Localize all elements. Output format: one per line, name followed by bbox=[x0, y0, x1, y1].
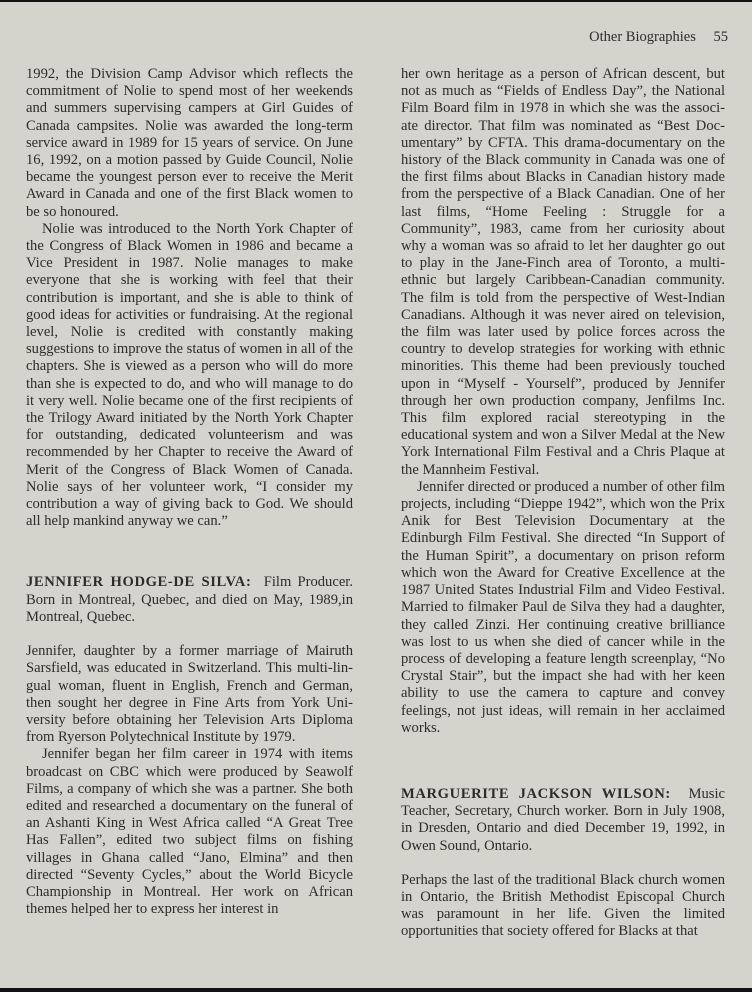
right-column bbox=[401, 66, 725, 941]
section-spacer bbox=[401, 737, 725, 786]
body-paragraph: Nolie was introduced to the North York Chapter of the Congress of Black Women in 1986 and became a Vice President in 1987. Nolie manages to make everyone that she is working with feel that their contribution is important, and she is able to think of good ideas for activities or fundraising. At the regional level, Nolie is credited with constantly making suggestions to improve the status of women in all of the chapters. She is viewed as a person who will do more than she is expected to do, and who will manage to do it very well. Nolie became one of the first recipients of the Trilogy Award initiated by the North York Chapter for outstanding, dedicated volunteerism and was recommended by her Chapter to receive the Award of Merit of the Congress of Black Women of Canada. Nolie says of her volunteer work, “I consider my contribution a way of giving back to God. We should all help mankind anyway we can.” bbox=[26, 220, 353, 530]
book-page bbox=[0, 2, 752, 988]
left-column bbox=[26, 66, 353, 918]
biography-name: MARGUERITE JACKSON WILSON: bbox=[401, 785, 671, 802]
running-head bbox=[589, 29, 728, 46]
body-paragraph: Perhaps the last of the traditional Black church women in Ontario, the British Methodist Episcopal Church was paramount in her life. Given the limited opportunities that society offered for Blacks at that bbox=[401, 871, 725, 940]
body-paragraph: Jennifer, daughter by a former marriage of Mairuth Sarsfield, was educated in Switzerland. This multi-lingual woman, fluent in English, French and German, then sought her degree in Fine Arts from York University before obtaining her Television Arts Diploma from Ryerson Polytechnical Institute by 1979. bbox=[26, 643, 353, 746]
body-paragraph: Jennifer began her film career in 1974 with items broadcast on CBC which were produced by Seawolf Films, a company of which she was a partner. She both edited and researched a documentary on the funeral of an Ashanti King in West Africa called “A Great Tree Has Fallen”, edited two subject films on fishing villages in Ghana called “Jano, Elmina” and then directed “Seventy Cycles,” about the World Bicycle Championship in Montreal. Her work on African themes helped her to express her interest in bbox=[26, 746, 353, 918]
biography-entry-heading bbox=[26, 574, 353, 626]
section-spacer bbox=[26, 530, 353, 574]
biography-summary: Film Producer. Born in Montreal, Quebec, and died on May, 1989,in Montreal, Quebec. bbox=[26, 574, 353, 625]
page-number: 55 bbox=[713, 29, 728, 45]
body-paragraph: 1992, the Division Camp Advisor which reflects the commitment of Nolie to spend most of her weekends and summers supervising campers at Girl Guides of Canada campsites. Nolie was awarded the long-term service award in 1989 for 15 years of service. On June 16, 1992, on a motion passed by Guide Council, Nolie became the youngest person ever to receive the Merit Award in Canada and one of the first Black women to be so honoured. bbox=[26, 66, 353, 220]
biography-name: JENNIFER HODGE-DE SILVA: bbox=[26, 574, 252, 591]
biography-entry-heading bbox=[401, 786, 725, 855]
body-paragraph: Jennifer directed or produced a number of other film projects, including “Dieppe 1942”, which won the Prix Anik for Best Television Documentary at the Edinburgh Film Festival. She directed “In Support of the Human Spirit”, a documentary on prison reform which won the Award for Creative Excellence at the 1987 United States Industrial Film and Video Festival. Married to filmaker Paul de Silva they had a daughter, they called Zinzi. Her continuing creative brilliance was lost to us when she died of cancer while in the process of developing a feature length screenplay, “No Crystal Stair”, but the impact she had with her keen ability to use the camera to capture and convey feelings, not just ideas, will remain in her acclaimed works. bbox=[401, 478, 725, 736]
biography-summary: Music Teacher, Secretary, Church worker. Born in July 1908, in Dresden, Ontario and died December 19, 1992, in Owen Sound, Ontario. bbox=[401, 785, 725, 854]
running-head-title: Other Biographies bbox=[589, 29, 696, 45]
section-spacer bbox=[26, 626, 353, 643]
body-paragraph: her own heritage as a person of African descent, but not as much as “Fields of Endless Day”, the National Film Board film in 1978 in which she was the associate director. That film was nominated as “Best Documentary” by CFTA. This drama-documentary on the history of the Black community in Canada was one of the first films about Blacks in Canadian history made from the perspective of a Black Canadian. One of her last films, “Home Feeling : Struggle for a Community”, 1983, came from her curiosity about why a woman was so afraid to let her daughter go out to play in the Jane-Finch area of Toronto, a multi-ethnic but largely Caribbean-Canadian community. The film is told from the perspective of West-Indian Canadians. Although it was never aired on television, the film was later used by police forces across the country to develop strategies for working with ethnic minorities. This theme had been previously touched upon in “Myself - Yourself”, produced by Jennifer through her own production company, Jenfilms Inc. This film explored racial stereotyping in the educational system and won a Silver Medal at the New York International Film Festival and a Chris Plaque at the Mannheim Festival. bbox=[401, 66, 725, 478]
section-spacer bbox=[401, 855, 725, 872]
